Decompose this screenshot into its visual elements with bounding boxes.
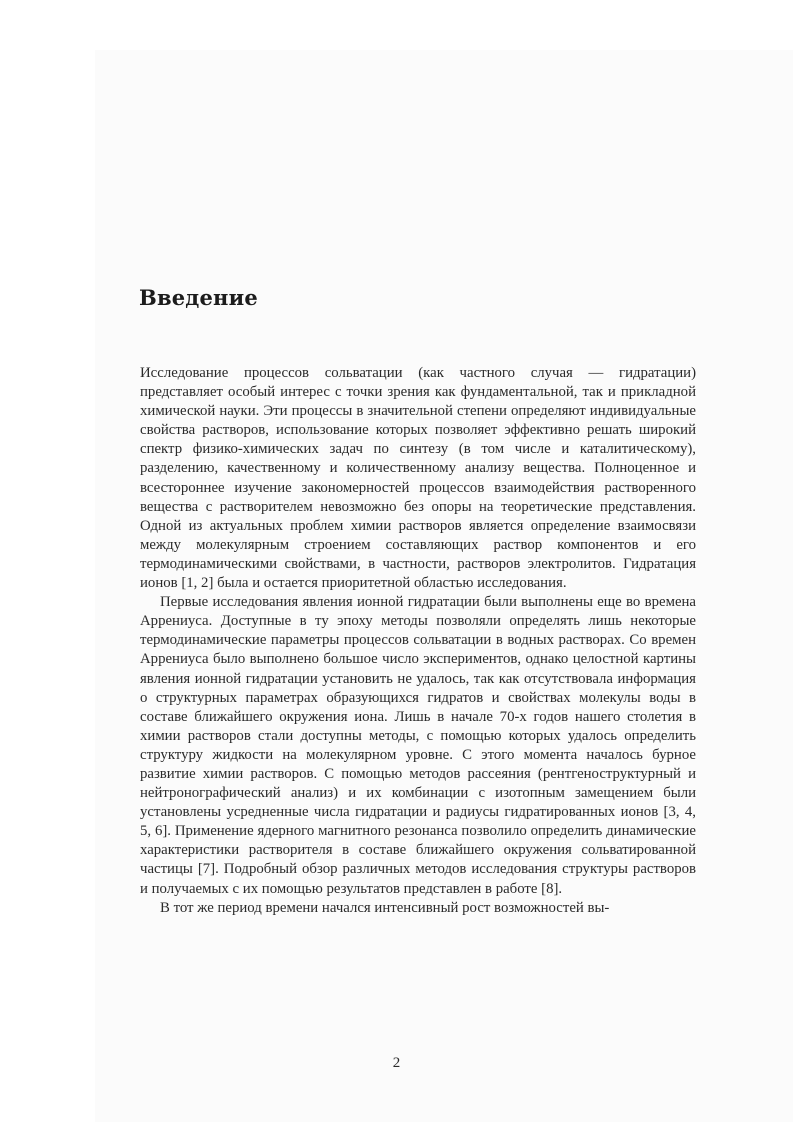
document-body [140,364,696,918]
page-number: 2 [392,1055,401,1071]
paragraph-history: Первые исследования явления ионной гидратации были выполнены еще во времена Аррениуса. Доступные в ту эпоху методы позволяли определять лишь некоторые термодинамические параметры процессов сольватации в водных растворах. Со времен Аррениуса было выполнено большое число экспериментов, однако целостной картины явления ионной гидратации установить не удалось, так как отсутствовала информация о структурных параметрах образующихся гидратов и свойствах молекулы воды в составе ближайшего окружения иона. Лишь в начале 70-х годов нашего столетия в химии растворов стали доступны методы, с помощью которых удалось определить структуру жидкости на молекулярном уровне. С этого момента началось бурное развитие химии растворов. С помощью методов рассеяния (рентгеноструктурный и нейтронографический анализ) и их комбинации с изотопным замещением были установлены усредненные числа гидратации и радиусы гидратированных ионов [3, 4, 5, 6]. Применение ядерного магнитного резонанса позволило определить динамические характеристики растворителя в составе ближайшего окружения сольватированной частицы [7]. Подробный обзор различных методов исследования структуры растворов и получаемых с их помощью результатов представлен в работе [8]. [140,594,696,897]
paragraph-continuation: В тот же период времени начался интенсивный рост возможностей вы- [160,899,610,916]
paragraph-intro: Исследование процессов сольватации (как частного случая — гидратации) представляет особый интерес с точки зрения как фундаментальной, так и прикладной химической науки. Эти процессы в значительной степени определяют индивидуальные свойства растворов, использование которых позволяет эффективно решать широкий спектр физико-химических задач по синтезу (в том числе и каталитическому), разделению, качественному и количественному анализу вещества. Полноценное и всестороннее изучение закономерностей процессов взаимодействия растворенного вещества с растворителем невозможно без опоры на теоретические представления. Одной из актуальных проблем химии растворов является определение взаимосвязи между молекулярным строением составляющих раствор компонентов и его термодинамическими свойствами, в частности, растворов электролитов. Гидратация ионов [1, 2] была и остается приоритетной областью исследования. [140,365,696,592]
section-title: Введение [139,285,258,310]
